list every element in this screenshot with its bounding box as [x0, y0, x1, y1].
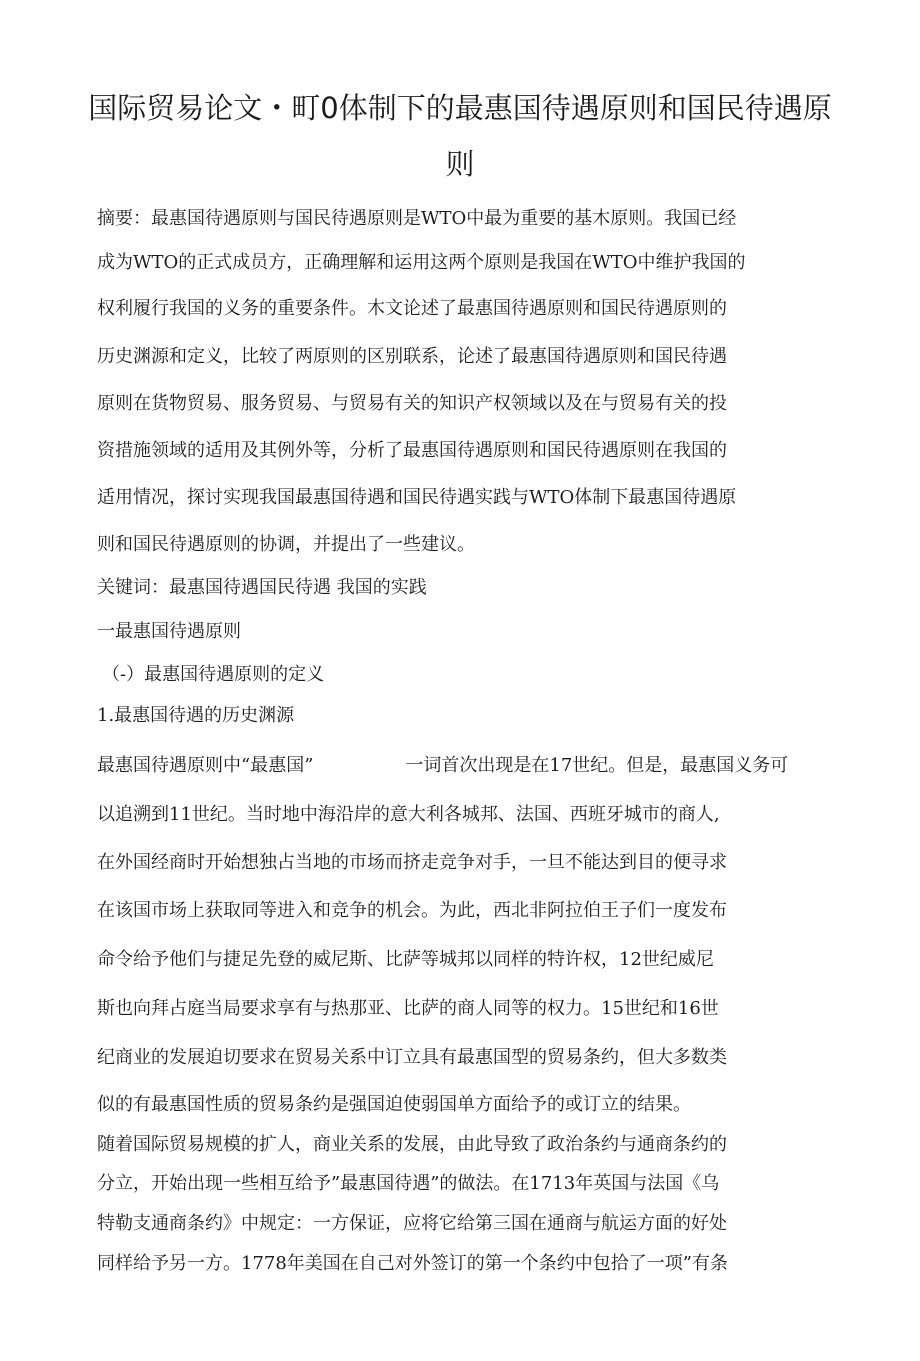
abstract-line: 权利履行我国的义务的重要条件。木文论述了最惠国待遇原则和国民待遇原则的: [97, 298, 727, 319]
abstract-line: 历史渊源和定义，比较了两原则的区别联系，论述了最惠国待遇原则和国民待遇: [97, 346, 727, 367]
abstract-line: 资措施领域的适用及其例外等，分析了最惠国待遇原则和国民待遇原则在我国的: [97, 440, 727, 461]
body-text-segment: 一词首次出现是在17世纪。但是，最惠国义务可: [405, 755, 789, 776]
document-title-line-2: 则: [445, 147, 475, 181]
body-line: 在该国市场上获取同等进入和竞争的机会。为此，西北非阿拉伯王子们一度发布: [97, 900, 727, 921]
body-line: 以追溯到11世纪。当时地中海沿岸的意大利各城邦、法国、西班牙城市的商人,: [97, 804, 720, 825]
body-line: 随着国际贸易规模的扩人，商业关系的发展，由此导致了政治条约与通商条约的: [97, 1134, 727, 1155]
keywords-line: 关键词：最惠国待遇国民待遇 我国的实践: [97, 577, 427, 598]
section-heading: 一最惠国待遇原则: [97, 621, 241, 642]
abstract-line: 则和国民待遇原则的协调，并提出了一些建议。: [97, 534, 475, 555]
body-line: 同样给予另一方。1778年美国在自己对外签订的第一个条约中包拾了一项”有条: [97, 1253, 729, 1274]
body-line: 斯也向拜占庭当局要求享有与热那亚、比萨的商人同等的权力。15世纪和16世: [97, 998, 719, 1019]
abstract-line: 原则在货物贸易、服务贸易、与贸易有关的知识产权领域以及在与贸易有关的投: [97, 393, 727, 414]
abstract-line: 适用情况，探讨实现我国最惠国待遇和国民待遇实践与WTO体制下最惠国待遇原: [97, 487, 737, 508]
body-line: 似的有最惠国性质的贸易条约是强国迫使弱国单方面给予的或订立的结果。: [97, 1094, 691, 1115]
body-line: 分立，开始出现一些相互给予”最惠国待遇”的做法。在1713年英国与法国《乌: [97, 1173, 720, 1194]
document-title-line-1: 国际贸易论文・町0体制下的最惠国待遇原则和国民待遇原: [88, 91, 832, 125]
abstract-line: 摘要：最惠国待遇原则与国民待遇原则是WTO中最为重要的基木原则。我国已经: [97, 208, 737, 229]
body-text-segment: 最惠国待遇原则中“最惠国”: [97, 755, 314, 776]
body-line: 在外国经商时开始想独占当地的市场而挤走竞争对手，一旦不能达到目的便寻求: [97, 852, 727, 873]
body-line: 特勒支通商条约》中规定：一方保证，应将它给第三国在通商与航运方面的好处: [97, 1213, 727, 1234]
body-paragraph-first-line: [97, 751, 788, 777]
sub-subsection-heading: 1.最惠国待遇的历史渊源: [97, 705, 295, 726]
body-line: 命令给予他们与捷足先登的威尼斯、比萨等城邦以同样的特许权，12世纪威尼: [97, 949, 714, 970]
abstract-line: 成为WTO的正式成员方，正确理解和运用这两个原则是我国在WTO中维护我国的: [97, 252, 746, 273]
body-line: 纪商业的发展迫切要求在贸易关系中订立具有最惠国型的贸易条约，但大多数类: [97, 1047, 727, 1068]
subsection-heading: （-）最惠国待遇原则的定义: [102, 664, 325, 685]
